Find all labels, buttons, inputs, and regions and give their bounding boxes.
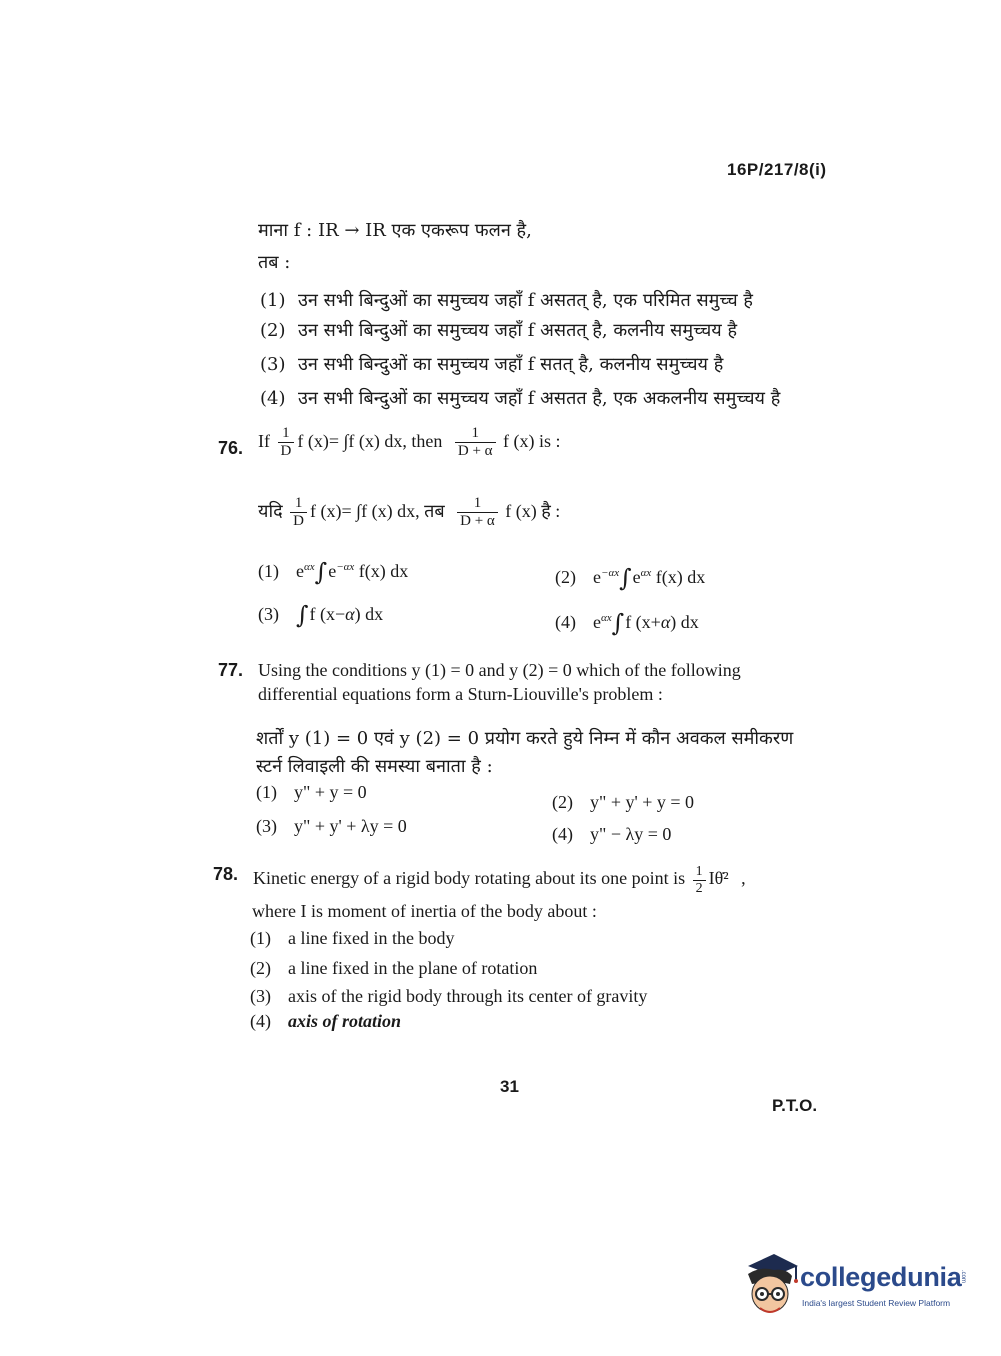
q78-option-3 [250, 986, 647, 1007]
page-number: 31 [500, 1077, 519, 1096]
mascot-icon [740, 1250, 800, 1320]
option-number: (4) [250, 1011, 271, 1031]
option-number: (4) [555, 612, 576, 632]
q77-en-line1: Using the conditions y (1) = 0 and y (2) = 0 which of the following [258, 660, 741, 680]
option-number: (2) [555, 567, 576, 587]
option-text: axis of the rigid body through its center of gravity [288, 986, 648, 1006]
frac-num: 1 [457, 495, 498, 513]
fraction-1-over-d-plus-alpha [457, 495, 498, 531]
frac-den: D [293, 513, 305, 530]
frac-num: 1 [455, 425, 496, 443]
q77-option-2 [552, 792, 694, 813]
q75-option-3 [260, 352, 723, 376]
frac-den: D + α [457, 443, 493, 460]
frac-den: 2 [695, 881, 703, 897]
option-text: उन सभी बिन्दुओं का समुच्चय जहाँ f असतत् है, कलनीय समुच्चय है [298, 320, 738, 341]
q76-option-1 [258, 558, 408, 586]
option-text: y" + y' + λy = 0 [294, 816, 407, 836]
q78-line1 [253, 864, 746, 897]
q76-english [258, 425, 561, 461]
q77-number: 77. [218, 660, 244, 680]
q77-en-line2: differential equations form a Sturn-Liouville's problem : [258, 684, 663, 704]
q76-hi-mid: f (x)= ∫f (x) dx, तब [310, 500, 445, 521]
q76-en-end: f (x) is : [503, 430, 561, 451]
brand-com: .com [960, 1270, 966, 1284]
frac-num: 1 [290, 495, 307, 513]
option-number: (4) [260, 388, 286, 409]
option-text: y" + y = 0 [294, 782, 367, 802]
option-number: (1) [256, 782, 277, 802]
frac-num: 1 [693, 864, 706, 881]
option-number: (2) [552, 792, 573, 812]
q76-number: 76. [218, 438, 244, 458]
brand-tagline: India's largest Student Review Platform [802, 1298, 951, 1308]
option-text: axis of rotation [288, 1011, 402, 1031]
frac-den: D [280, 443, 292, 460]
option-number: (2) [250, 958, 271, 978]
option-math: $e^{\alpha x}\int f$ (x+α) dx [593, 609, 699, 637]
option-number: (3) [258, 604, 279, 624]
option-text: a line fixed in the plane of rotation [288, 958, 538, 978]
option-number: (1) [258, 561, 279, 581]
q75-intro: माना f : IR → IR एक एकरूप फलन है, [258, 220, 532, 241]
option-number: (4) [552, 824, 573, 844]
option-number: (2) [260, 320, 286, 341]
fraction-1-over-d [278, 425, 295, 461]
q76-hindi [258, 495, 560, 531]
fraction-1-over-d-plus-alpha [455, 425, 496, 461]
q77-option-3 [256, 816, 407, 837]
q78-number: 78. [213, 864, 239, 884]
fraction-one-half [693, 864, 706, 897]
option-text: y" − λy = 0 [590, 824, 672, 844]
fraction-1-over-d [290, 495, 307, 531]
q78-expr: Iθ̇² [708, 868, 729, 889]
option-number: (3) [260, 354, 286, 375]
option-text: a line fixed in the body [288, 928, 455, 948]
q78-comma: , [741, 868, 746, 889]
q77-hi-line1: शर्तों y (1) = 0 एवं y (2) = 0 प्रयोग करते हुये निम्न में कौन अवकल समीकरण [256, 728, 794, 749]
option-text: उन सभी बिन्दुओं का समुच्चय जहाँ f सतत् है, कलनीय समुच्चय है [298, 354, 724, 375]
collegedunia-watermark [740, 1250, 970, 1320]
option-text: उन सभी बिन्दुओं का समुच्चय जहाँ f असतत् है, एक परिमित समुच्च है [298, 290, 753, 311]
q76-option-2 [555, 564, 705, 592]
option-math: $e^{\alpha x}\int e^{-\alpha x}$ f(x) dx [296, 558, 409, 586]
q76-option-3 [258, 601, 383, 629]
frac-num: 1 [278, 425, 295, 443]
option-math: ∫f (x−α) dx [296, 601, 384, 629]
q78-option-2 [250, 958, 537, 979]
q78-option-1 [250, 928, 454, 949]
option-number: (1) [260, 290, 286, 311]
q78-line1-text: Kinetic energy of a rigid body rotating about its one point is [253, 868, 686, 889]
q76-en-mid: f (x)= ∫f (x) dx, then [297, 430, 443, 451]
option-math: $e^{-\alpha x}\int e^{\alpha x}$ f(x) dx [593, 564, 706, 592]
q75-option-1 [260, 288, 753, 312]
q76-if: If [258, 430, 270, 451]
q76-hi-end: f (x) है : [505, 500, 561, 521]
q76-hi-if: यदि [258, 500, 283, 521]
option-text: y" + y' + y = 0 [590, 792, 695, 812]
option-number: (1) [250, 928, 271, 948]
brand-name: collegedunia [800, 1262, 962, 1292]
q77-hi-line2: स्टर्न लिवाइली की समस्या बनाता है : [256, 756, 493, 777]
q76-option-4 [555, 609, 699, 637]
option-number: (3) [250, 986, 271, 1006]
q75-option-2 [260, 318, 737, 342]
q78-option-4 [250, 1011, 401, 1032]
q78-line2: where I is moment of inertia of the body about : [252, 901, 597, 921]
q77-option-4 [552, 824, 671, 845]
q75-option-4 [260, 386, 780, 410]
option-text: उन सभी बिन्दुओं का समुच्चय जहाँ f असतत है, एक अकलनीय समुच्चय है [298, 388, 781, 409]
pto-label: P.T.O. [772, 1096, 818, 1115]
q75-tab: तब : [258, 252, 291, 273]
paper-code: 16P/217/8(i) [727, 160, 827, 179]
frac-den: D + α [460, 513, 495, 530]
q77-option-1 [256, 782, 367, 803]
option-number: (3) [256, 816, 277, 836]
